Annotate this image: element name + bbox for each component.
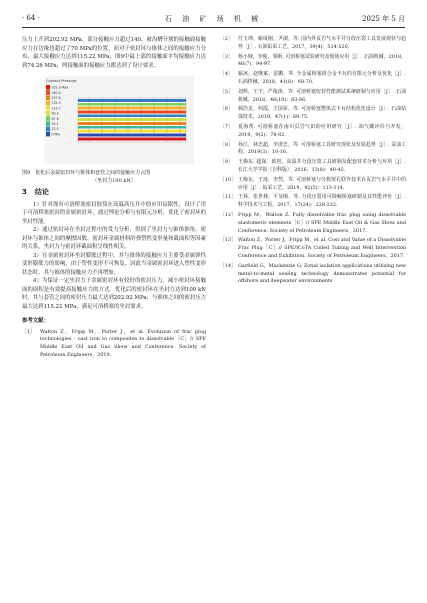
legend-swatch — [46, 106, 50, 111]
conclusion-4: 4）为保证一定坐封力下金属密封环有较好的密封压力，减小密封环接触面的面积是有效提高接触应力的方式。优化后的密封环在坐封力达到100 kN时，其与套管之间的密封压力最大达到202.92 MPa，与锥体之间的密封压力最大达到115.22 MPa，满足可溶桥塞的坐封要求。 — [22, 278, 206, 310]
reference-number: ［12］ — [220, 211, 237, 218]
reference-text: Walton Z，Fripp M，Porter J，et al. Evolution of frac plug technologies - cast iron to composites to dissolvable［C］// SPE Middle East Oil and Gas Show and Conference. Society of Petroleum Engineers，2019. — [40, 328, 206, 358]
contour-bands — [78, 98, 186, 142]
legend-swatch — [46, 111, 50, 116]
section-number: 3 — [22, 188, 27, 196]
legend-value: 112.7 — [51, 106, 61, 111]
legend-value: 157.8 — [51, 96, 61, 100]
legend-value: 45.1 — [51, 122, 59, 126]
intro-paragraph: 压力上升到202.92 MPa，部分接触应力超过140，被沟槽分割的接触面接触应力在边缘也超过了70 MPa的位置。而对于密封环与锥体之间的接触应力分布，最大接触应力达到115.22 MPa，图9中最上部的接触面平均接触应力达到74.26 MPa，两接触面的接触应力都达到了设计要求。 — [22, 37, 206, 69]
reference-number: ［10］ — [220, 176, 237, 183]
reference-text: 孙江，林忠超，李清忠，等. 可溶桥塞工具研究现状及发展趋势［J］. 采油工程，2019(3)：10-16. — [238, 141, 406, 156]
reference-text: 王林，张世林，平显刚，等. 分段压裂用可降解桥塞研制及其性能评价［J］. 科学技术与工程，2017，17(24)：228-232. — [238, 194, 406, 209]
reference-text: 杨小城，李俊，邹刚. 可溶桥塞试验研究及现场应用［J］. 石油机械，2018，46(7)：94-97. — [238, 53, 406, 68]
reference-number: ［7］ — [220, 123, 233, 130]
legend-swatch — [46, 90, 50, 95]
reference-item — [220, 124, 406, 140]
reference-text: 付玉坤，喻成刚，尹淑，等. 国内外页岩气水平井分段压裂工具发展现状与趋势［J］. 石油钻采工艺，2017，39(4)：514-520. — [238, 36, 406, 50]
reference-number: ［13］ — [220, 237, 237, 244]
right-column — [220, 36, 406, 290]
reference-item — [220, 177, 406, 193]
reference-text: 王梅东，王琦，李然，等. 可溶桥塞与分簇射孔联作技术在页岩气水平井中的应用［J］. 钻采工艺，2019，42(5)：113-114. — [238, 176, 406, 191]
figure-caption — [22, 170, 206, 185]
reference-item — [220, 237, 406, 260]
legend-value: 135.3 — [51, 101, 61, 106]
contact-stress-contour-plot — [44, 76, 194, 164]
reference-item — [220, 71, 406, 87]
references-heading: 参考文献： — [22, 318, 49, 324]
reference-number: ［14］ — [220, 262, 237, 269]
reference-item — [220, 159, 406, 175]
legend-value: 67.6 — [51, 116, 59, 121]
figure-9 — [22, 76, 206, 184]
reference-text: Walton Z，Porter J，Fripp M，et al. Cost and Value of a Dissolvable Frac Plug［C］// SPE/ICoTA Coiled Tubing and Well Intervention Conference and Exhibition. Society of Petroleum Engineers，2017. — [238, 237, 406, 259]
conclusion-2: 2）通过密封环在坐封过程中的受力分析，得到了坐封力与锥体推角、密封环与锥体之间的摩擦因数、密封环金属材料的弹塑性变形量和截面积等因素的关系，坐封力与密封环截面积呈线性相关。 — [22, 227, 206, 250]
reference-number: ［5］ — [220, 88, 233, 95]
reference-text: 喻冰，赵继斌，雷鹏，等. 全金属桥塞镁合金卡瓦的有限元分析及优化［J］. 石油机械，2018，41(8)：68-70. — [238, 71, 406, 85]
reference-item — [220, 89, 406, 105]
legend-swatch — [46, 116, 50, 121]
conclusion-3: 3）在金属密封环坐封膨胀过程中，其与锥体的接触应力主要受金属弹性变形膨胀力的影响，由于塑性变形不可恢复，因此当金属密封环进入塑性变形状态时，其与锥体的接触应力不再增加。 — [22, 252, 206, 276]
reference-text: Garfield G，Mackenzie G. Zonal isolation applications utilizing new metal-to-metal sealing technology demonstrates potential for offshore and deepwater environments — [238, 262, 406, 285]
reference-number: ［3］ — [220, 53, 233, 60]
reference-number: ［6］ — [220, 106, 233, 113]
reference-text: 夏海帮. 可溶桥塞在南川页岩气田的应用研究［J］. 油气藏评价与开发，2019，9(2)：78-82. — [238, 123, 406, 138]
legend-value: 180.4 — [51, 90, 61, 95]
conclusion-1: 1）针对现有可溶桥塞密封胶筒在高温高压井中的应用局限性，设计了用于可溶桥塞密封的金属密封环，通过理论分析与有限元分析，优化了密封环的坐封性能。 — [22, 201, 206, 225]
legend-swatch — [46, 127, 50, 132]
legend-value: 90.2 — [51, 111, 59, 116]
reference-item — [220, 54, 406, 70]
running-header — [22, 12, 405, 26]
reference-text: 刘辉，王宇，严俊涛，等. 可溶桥塞密封性能测试系统研制与应用［J］. 石油机械，2018，46(10)：83-86. — [238, 88, 406, 103]
legend-value: 202.9 Max — [51, 85, 69, 90]
reference-item — [220, 142, 406, 158]
header-rule — [22, 27, 405, 28]
reference-item — [220, 212, 406, 235]
legend-title: Contact Pressure — [46, 79, 77, 83]
reference-number: ［1］ — [22, 328, 35, 335]
reference-number: ［9］ — [220, 159, 233, 166]
legend-swatch — [46, 101, 50, 106]
legend-swatch — [46, 95, 50, 100]
reference-number: ［2］ — [220, 36, 233, 42]
legend-value: 0 Min — [51, 132, 61, 137]
reference-item — [220, 194, 406, 210]
legend-swatch — [46, 132, 50, 137]
section-heading — [22, 188, 206, 197]
reference-text: Fripp M，Walton Z. Fully dissolvable frac plug using dissolvable elastomeric elements［C］// SPE Middle East Oil & Gas Show and Conference. Society of Petroleum Engineers，2017. — [238, 211, 406, 234]
page-number: · 64 · — [22, 14, 40, 22]
reference-text: 郝浩龙，何霞，王国荣，等. 可溶桥塞整体式卡瓦结构优化设计［J］. 石油钻探技术，2019，47(1)：69-75. — [238, 106, 406, 121]
reference-item — [220, 106, 406, 122]
legend-swatch — [46, 85, 50, 90]
reference-text: 王梅东. 超深、致密、高温井分段压裂工具研制及配套技术分析与应用［J］. 长江大学学报（自科版），2016，13(8)：40-45. — [238, 159, 406, 173]
reference-item — [220, 263, 406, 286]
section-title: 结论 — [34, 188, 49, 196]
figure-caption-main: 图9 优化后金属密封环与锥体和套管之间的接触应力云图 — [22, 170, 151, 176]
legend-swatch — [46, 121, 50, 126]
figure-caption-sub: （坐封力100 kN） — [92, 177, 136, 184]
journal-title: 石 油 矿 场 机 械 — [164, 15, 263, 23]
reference-number: ［11］ — [220, 194, 237, 201]
reference-item — [220, 36, 406, 52]
left-column — [22, 36, 206, 361]
legend-value: 22.5 — [51, 127, 59, 132]
issue-date: 2025 年 5 月 — [362, 15, 405, 23]
reference-number: ［4］ — [220, 71, 233, 78]
reference-item — [22, 329, 206, 360]
reference-number: ［8］ — [220, 141, 233, 148]
